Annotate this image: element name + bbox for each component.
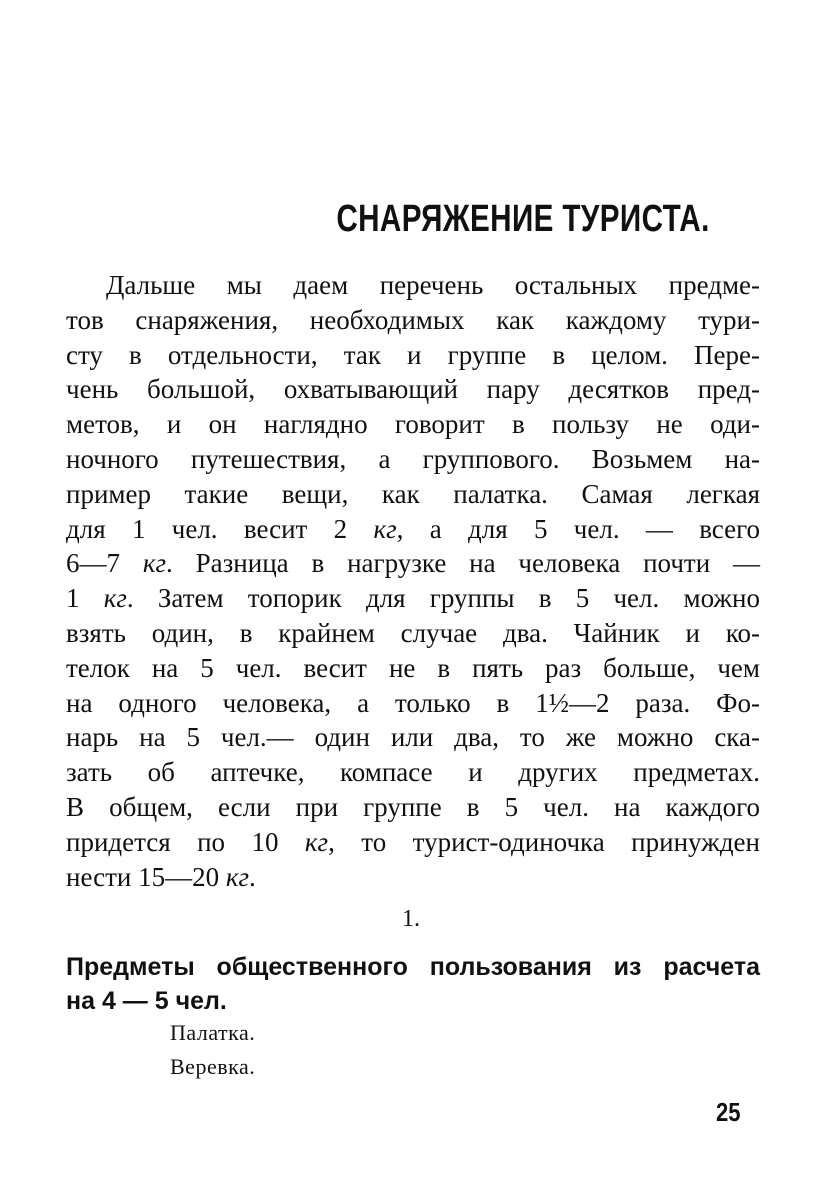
paragraph-line: придется по 10 кг, то турист-одиночка принужден bbox=[66, 826, 760, 857]
item-list bbox=[170, 1016, 255, 1084]
paragraph-line: 1 кг. Затем топорик для группы в 5 чел. можно bbox=[66, 583, 761, 614]
paragraph-line: метов, и он наглядно говорит в пользу не оди- bbox=[66, 409, 760, 440]
paragraph-line: 6—7 кг. Разница в нагрузке на человека почти — bbox=[66, 548, 761, 579]
chapter-title: СНАРЯЖЕНИЕ ТУРИСТА. bbox=[336, 198, 710, 240]
paragraph-line: сту в отдельности, так и группе в целом. Пере- bbox=[66, 339, 760, 370]
paragraph-line: Дальше мы даем перечень остальных предме- bbox=[106, 270, 760, 300]
page-number: 25 bbox=[716, 1097, 741, 1127]
list-item: Веревка. bbox=[170, 1054, 256, 1079]
paragraph-line: нести 15—20 кг. bbox=[66, 861, 256, 892]
paragraph-line: ночного путешествия, а группового. Возьмем на- bbox=[66, 443, 760, 474]
list-item: Палатка. bbox=[170, 1020, 256, 1045]
paragraph-line: пример такие вещи, как палатка. Самая легкая bbox=[66, 478, 760, 509]
section-heading bbox=[66, 950, 760, 1018]
body-paragraph bbox=[66, 268, 760, 894]
paragraph-line: взять один, в крайнем случае два. Чайник и ко- bbox=[66, 617, 760, 648]
section-number: 1. bbox=[402, 906, 420, 932]
paragraph-line: тов снаряжения, необходимых как каждому тури- bbox=[66, 304, 760, 335]
paragraph-line: нарь на 5 чел.— один или два, то же можно ска- bbox=[66, 722, 760, 753]
paragraph-line: для 1 чел. весит 2 кг, а для 5 чел. — всего bbox=[66, 513, 760, 544]
paragraph-line: телок на 5 чел. весит не в пять раз больше, чем bbox=[66, 652, 760, 683]
section-heading-line: на 4 — 5 чел. bbox=[66, 987, 227, 1015]
paragraph-line: зать об аптечке, компасе и других предметах. bbox=[66, 757, 760, 788]
paragraph-line: на одного человека, а только в 1½—2 раза. Фо- bbox=[66, 687, 760, 718]
section-heading-line: Предметы общественного пользования из расчета bbox=[66, 953, 760, 981]
paragraph-line: В общем, если при группе в 5 чел. на каждого bbox=[66, 791, 760, 822]
paragraph-line: чень большой, охватывающий пару десятков пред- bbox=[66, 374, 760, 405]
